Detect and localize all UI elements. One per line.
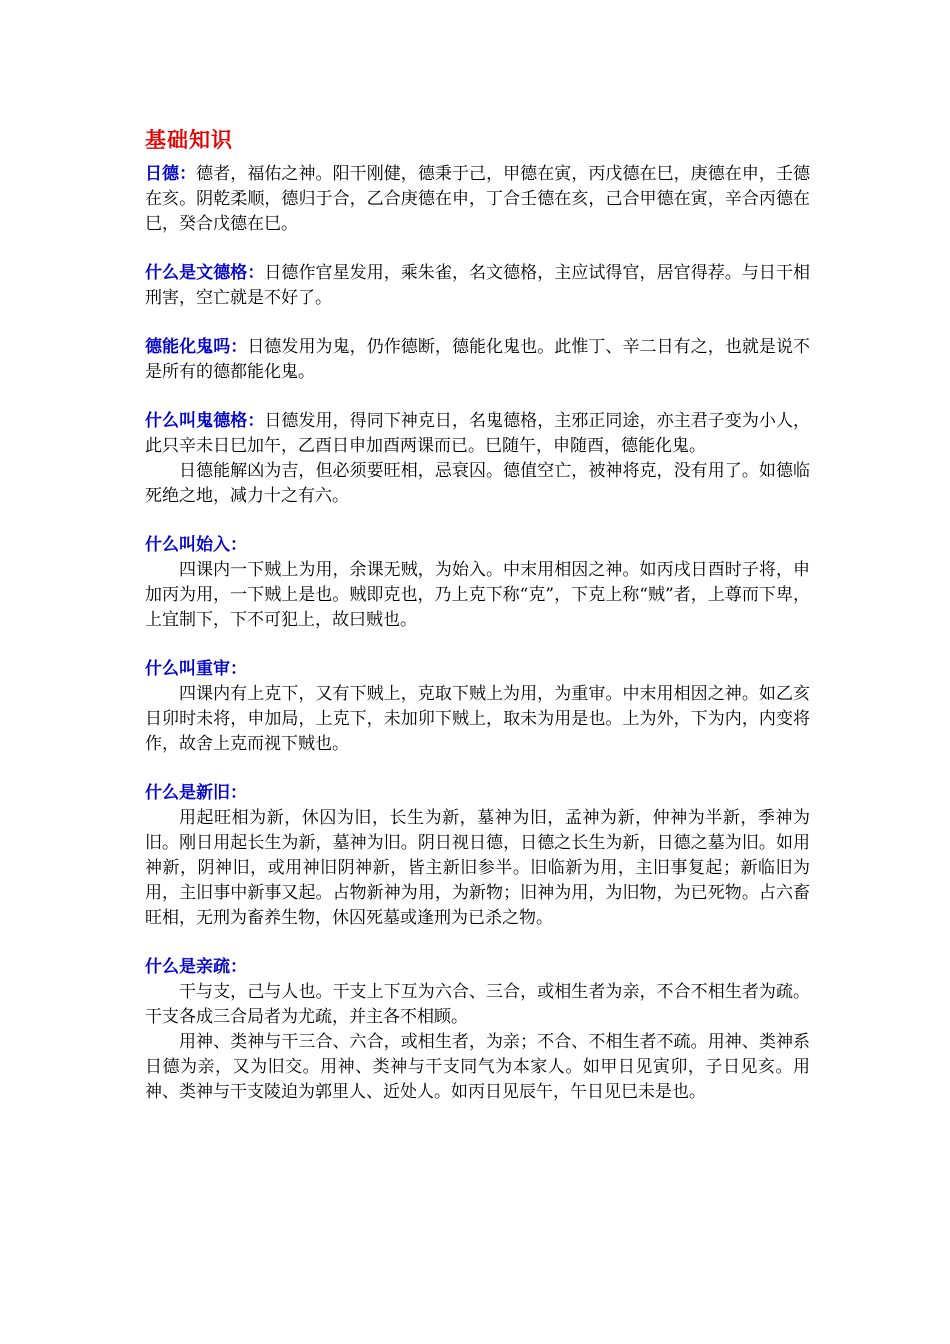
term-text: 德者，福佑之神。阳干刚健，德秉于己，甲德在寅，丙戊德在巳，庚德在申，壬德在亥。阴乾柔顺，德归于合，乙合庚德在申，丁合壬德在亥，己合甲德在寅，辛合丙德在巳，癸合戊德在巳。 [145,164,811,234]
document-page [145,124,810,1105]
term-text: 日德发用，得同下神克日，名鬼德格，主邪正同途，亦主君子变为小人，此只辛未日巳加午，乙酉日申加酉两课而已。巳随午，申随酉，德能化鬼。 [145,411,811,456]
term-label: 什么是文德格： [145,263,265,283]
section-dehuagui [145,335,810,385]
paragraph: 用起旺相为新，休囚为旧，长生为新，墓神为旧，孟神为新，仲神为半新，季神为旧。刚日用起长生为新，墓神为旧。阴日视日德，日德之长生为新，日德之墓为旧。如用神新，阴神旧，或用神旧阴神新，皆主新旧参半。旧临新为用，主旧事复起；新临旧为用，主旧事中新事又起。占物新神为用，为新物；旧神为用，为旧物，为已死物。占六畜旺相，无刑为畜养生物，休囚死墓或逢刑为已杀之物。 [145,808,810,928]
paragraph: 日德能解凶为吉，但必须要旺相，忌衰囚。德值空亡，被神将克，没有用了。如德临死绝之地，减力十之有六。 [145,461,810,506]
section-wende [145,261,810,311]
paragraph: 四课内有上克下，又有下贼上，克取下贼上为用，为重审。中末用相因之神。如乙亥日卯时未将，申加局，上克下，未加卯下贼上，取未为用是也。上为外，下为内，内变将作，故舍上克而视下贼也。 [145,684,810,754]
paragraph: 四课内一下贼上为用，余课无贼，为始入。中末用相因之神。如丙戌日酉时子将，申加丙为用，一下贼上是也。贼即克也，乃上克下称“克”，下克上称“贼”者，上尊而下卑，上宜制下，下不可犯上，故曰贼也。 [145,560,810,630]
paragraph: 用神、类神与干三合、六合，或相生者，为亲；不合、不相生者不疏。用神、类神系日德为亲，又为旧交。用神、类神与干支同气为本家人。如甲日见寅卯，子日见亥。用神、类神与干支陵迫为郭里人、近处人。如丙日见辰午，午日见巳未是也。 [145,1032,810,1102]
document-title: 基础知识 [145,127,233,152]
paragraph: 干与支，己与人也。干支上下互为六合、三合，或相生者为亲，不合不相生者为疏。干支各成三合局者为尤疏，并主各不相顾。 [145,982,810,1027]
section-guide [145,409,810,459]
section-heading: 什么叫始入： [145,535,247,555]
term-label: 日德： [145,164,197,184]
section-ride [145,162,810,237]
term-label: 德能化鬼吗： [145,337,248,357]
section-heading: 什么叫重审： [145,659,247,679]
section-heading: 什么是亲疏： [145,957,247,977]
term-label: 什么叫鬼德格： [145,411,265,431]
term-text: 日德发用为鬼，仍作德断，德能化鬼也。此惟丁、辛二日有之，也就是说不是所有的德都能化鬼。 [145,337,811,382]
term-text: 日德作官星发用，乘朱雀，名文德格，主应试得官，居官得荐。与日干相刑害，空亡就是不好了。 [145,263,811,308]
section-heading: 什么是新旧： [145,783,247,803]
